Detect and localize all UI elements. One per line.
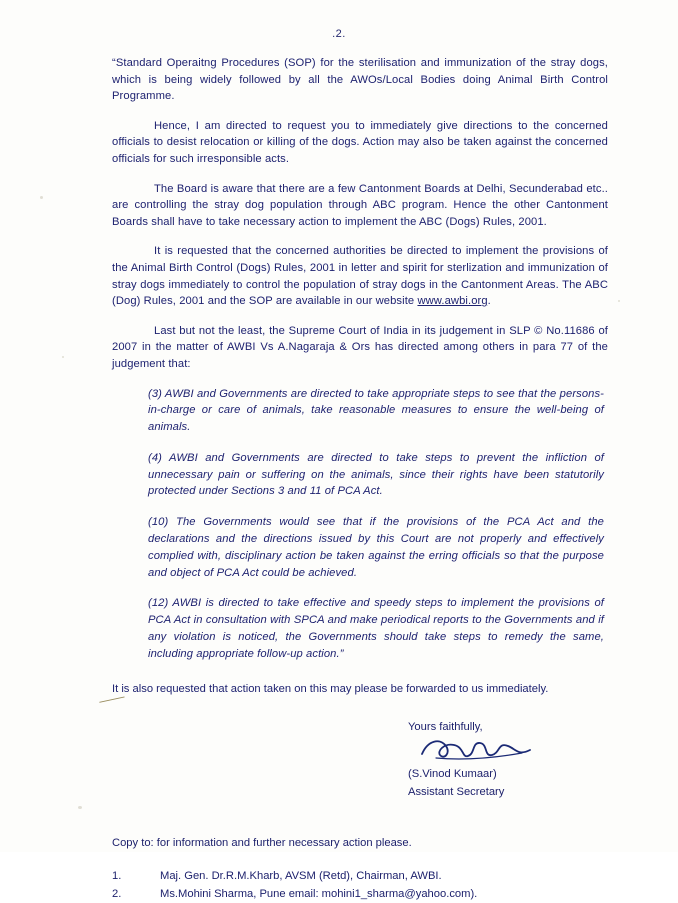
list-item-text: Maj. Gen. Dr.R.M.Kharb, AVSM (Retd), Chairman, AWBI. <box>160 870 442 883</box>
paper-speck <box>78 806 82 809</box>
copy-to-list <box>112 867 608 903</box>
paragraph-requested <box>112 243 608 309</box>
signature-block <box>112 719 608 801</box>
list-item-index: 1. <box>112 870 122 883</box>
list-item-text: Ms.Mohini Sharma, Pune email: mohini1_sharma@yahoo.com). <box>160 888 478 901</box>
page-number: .2. <box>332 28 346 40</box>
list-item-index: 2. <box>112 888 122 901</box>
document-body <box>112 55 608 903</box>
paragraph-board-aware: The Board is aware that there are a few Cantonment Boards at Delhi, Secunderabad etc.. are controlling the stray dog population through ABC program. Hence the other Cantonment Boards shall have to take necessary action to implement the ABC (Dogs) Rules, 2001. <box>112 182 608 228</box>
paper-speck <box>618 300 620 302</box>
quote-item-12: (12) AWBI is directed to take effective and speedy steps to implement the provisions of PCA Act in consultation with SPCA and make periodical reports to the Governments and if any violation is noticed, the Governments should take steps to remedy the same, including appropriate follow-up action.” <box>148 597 604 660</box>
awbi-website-link[interactable]: www.awbi.org <box>417 295 488 308</box>
signatory-name: (S.Vinod Kumaar) <box>408 768 497 781</box>
paper-speck <box>40 196 43 199</box>
signatory-designation: Assistant Secretary <box>408 786 505 799</box>
copy-to-heading: Copy to: for information and further necessary action please. <box>112 837 412 850</box>
signature-mark-icon <box>418 738 608 764</box>
paragraph-requested-text-after: . <box>487 295 491 308</box>
paper-speck <box>62 356 64 358</box>
quote-item-3: (3) AWBI and Governments are directed to take appropriate steps to see that the persons-in-charge or care of animals, take reasonable measures to ensure the well-being of animals. <box>148 387 604 434</box>
paragraph-requested-text-before: It is requested that the concerned authorities be directed to implement the provisions of the Animal Birth Control (Dogs) Rules, 2001 in letter and spirit for sterlization and immunization of stray dogs immediately to control the population of stray dogs in the Cantonment Areas. The ABC (Dog) Rules, 2001 and the SOP are available in our website <box>112 245 608 308</box>
margin-pen-mark-icon: ⸺ <box>96 688 127 711</box>
list-item <box>112 885 608 903</box>
paragraph-sop: “Standard Operaitng Procedures (SOP) for the sterilisation and immunization of the stray dogs, which is being widely followed by all the AWOs/Local Bodies doing Animal Birth Control Programme. <box>112 57 608 103</box>
yours-faithfully-label: Yours faithfully, <box>408 721 483 734</box>
quote-item-4: (4) AWBI and Governments are directed to take steps to prevent the infliction of unnecessary pain or suffering on the animals, since their rights have been statutorily protected under Sections 3 and 11 of PCA Act. <box>148 451 604 498</box>
quote-item-10: (10) The Governments would see that if the provisions of the PCA Act and the declarations and the directions issued by this Court are not properly and effectively complied with, disciplinary action be taken against the erring officials so that the purpose and object of PCA Act could be achieved. <box>148 516 604 579</box>
paragraph-hence: Hence, I am directed to request you to immediately give directions to the concerned officials to desist relocation or killing of the dogs. Action may also be taken against the concerned officials for such irresponsible acts. <box>112 119 608 165</box>
closing-line: It is also requested that action taken on this may please be forwarded to us immediately. <box>112 682 549 695</box>
list-item <box>112 867 608 885</box>
paragraph-supreme-court: Last but not the least, the Supreme Court of India in its judgement in SLP © No.11686 of 2007 in the matter of AWBI Vs A.Nagaraja & Ors has directed among others in para 77 of the judgement that: <box>112 324 608 370</box>
